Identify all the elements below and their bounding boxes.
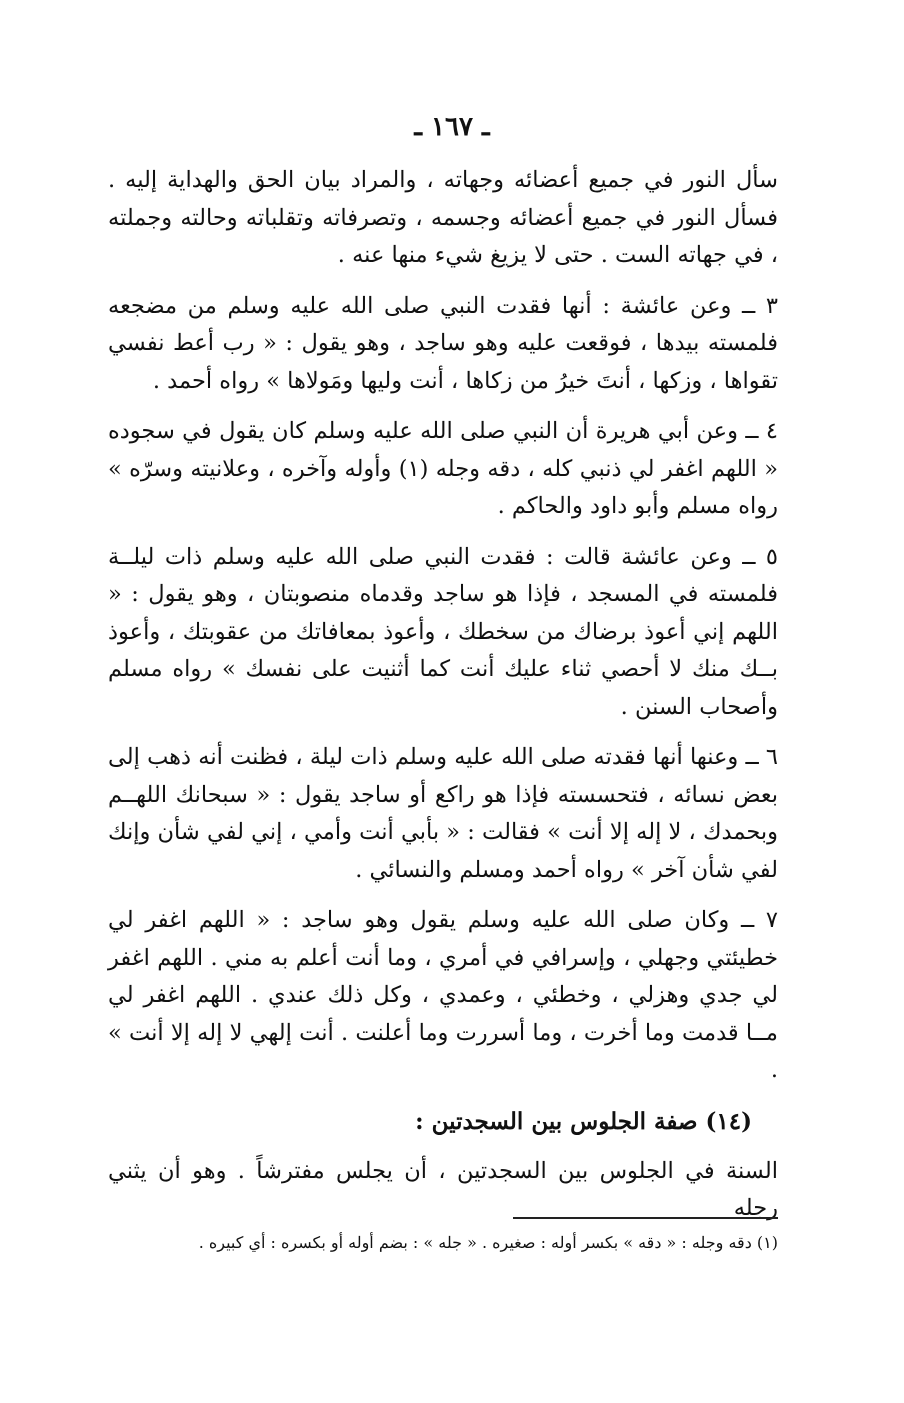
- footnote: (١) دقه وجله : « دقه » بكسر أوله : صغيره . « جله » : بضم أوله أو بكسره : أي كبيره .: [198, 1233, 778, 1252]
- paragraph-hadith-3: ٣ ــ وعن عائشة : أنها فقدت النبي صلى الله عليه وسلم من مضجعه فلمسته بيدها ، فوقعت عليه وهو ساجد ، وهو يقول : « رب أعط نفسي تقواها ، وزكها ، أنتَ خيرُ من زكاها ، أنت وليها ومَولاها » رواه أحمد .: [108, 292, 778, 394]
- main-text: [108, 162, 778, 1241]
- paragraph-hadith-7: ٧ ــ وكان صلى الله عليه وسلم يقول وهو ساجد : « اللهم اغفر لي خطيئتي وجهلي ، وإسرافي في أمري ، وما أنت أعلم به مني . اللهم اغفر لي جدي وهزلي ، وخطئي ، وعمدي ، وكل ذلك عندي . اللهم اغفر لي مــا قدمت وما أخرت ، وما أسررت وما أعلنت . أنت إلهي لا إله إلا أنت » .: [108, 907, 778, 1083]
- page-number: ـ ١٦٧ ـ: [414, 112, 490, 142]
- section-heading: (١٤) صفة الجلوس بين السجدتين :: [415, 1107, 752, 1135]
- section-paragraph: السنة في الجلوس بين السجدتين ، أن يجلس مفترشاً . وهو أن يثني رجله: [108, 1157, 778, 1221]
- paragraph-hadith-5: ٥ ــ وعن عائشة قالت : فقدت النبي صلى الله عليه وسلم ذات ليلــة فلمسته في المسجد ، فإذا هو ساجد وقدماه منصوبتان ، وهو يقول : « اللهم إني أعوذ برضاك من سخطك ، وأعوذ بمعافاتك من عقوبتك ، وأعوذ بــك منك لا أحصي ثناء عليك أنت كما أثنيت على نفسك » رواه مسلم وأصحاب السنن .: [108, 543, 778, 720]
- paragraph-hadith-4: ٤ ــ وعن أبي هريرة أن النبي صلى الله عليه وسلم كان يقول في سجوده « اللهم اغفر لي ذنبي كله ، دقه وجله (١) وأوله وآخره ، وعلانيته وسرّه » رواه مسلم وأبو داود والحاكم .: [108, 418, 779, 519]
- footnote-separator: [513, 1217, 778, 1219]
- paragraph-hadith-6: ٦ ــ وعنها أنها فقدته صلى الله عليه وسلم ذات ليلة ، فظنت أنه ذهب إلى بعض نسائه ، فتحسسته فإذا هو راكع أو ساجد يقول : « سبحانك اللهــم وبحمدك ، لا إله إلا أنت » فقالت : « بأبي أنت وأمي ، إني لفي شأن وإنك لفي شأن آخر » رواه أحمد ومسلم والنسائي .: [108, 744, 778, 883]
- paragraph-intro: سأل النور في جميع أعضائه وجهاته ، والمراد بيان الحق والهداية إليه . فسأل النور في جميع أعضائه وجسمه ، وتصرفاته وتقلباته وحالته وجملته ، في جهاته الست . حتى لا يزيغ شيء منها عنه .: [108, 167, 778, 268]
